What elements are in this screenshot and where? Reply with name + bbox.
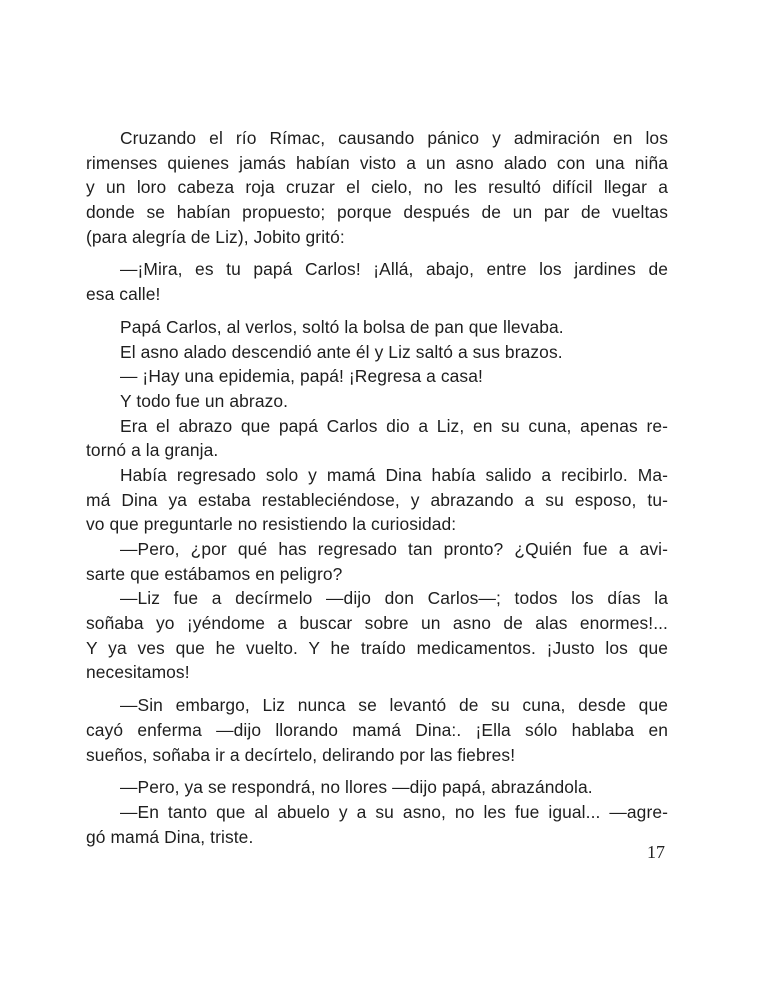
- text-line: cayó enferma —dijo llorando mamá Dina:. ¡Ella sólo hablaba en: [86, 719, 668, 740]
- text-line: —En tanto que al abuelo y a su asno, no les fue igual... —agre-: [120, 801, 668, 822]
- text-line: soñaba yo ¡yéndome a buscar sobre un asno de alas enormes!...: [86, 613, 668, 634]
- text-line: esa calle!: [86, 284, 161, 305]
- text-line: rimenses quienes jamás habían visto a un asno alado con una niña: [86, 152, 668, 173]
- text-line: —Pero, ¿por qué has regresado tan pronto? ¿Quién fue a avi-: [120, 539, 668, 559]
- text-line: Y todo fue un abrazo.: [120, 390, 289, 411]
- text-line: —¡Mira, es tu papá Carlos! ¡Allá, abajo, entre los jardines de: [120, 259, 668, 280]
- page-number: 17: [647, 842, 665, 862]
- text-line: — ¡Hay una epidemia, papá! ¡Regresa a casa!: [120, 366, 483, 387]
- text-line: Papá Carlos, al verlos, soltó la bolsa de pan que llevaba.: [120, 316, 564, 337]
- text-line: donde se habían propuesto; porque después de un par de vueltas: [86, 202, 668, 223]
- text-line: Y ya ves que he vuelto. Y he traído medicamentos. ¡Justo los que: [86, 637, 668, 658]
- text-line: sarte que estábamos en peligro?: [86, 563, 343, 584]
- text-line: —Liz fue a decírmelo —dijo don Carlos—; todos los días la: [120, 588, 668, 609]
- text-line: Cruzando el río Rímac, causando pánico y admiración en los: [120, 128, 668, 148]
- text-line: gó mamá Dina, triste.: [86, 826, 254, 847]
- text-line: sueños, soñaba ir a decírtelo, delirando por las fiebres!: [86, 744, 516, 765]
- text-line: Era el abrazo que papá Carlos dio a Liz, en su cuna, apenas re-: [120, 415, 668, 436]
- body-text: [86, 126, 668, 849]
- text-line: (para alegría de Liz), Jobito gritó:: [86, 226, 345, 247]
- text-line: Había regresado solo y mamá Dina había salido a recibirlo. Ma-: [120, 464, 668, 485]
- text-line: má Dina ya estaba restableciéndose, y abrazando a su esposo, tu-: [86, 489, 668, 510]
- text-line: vo que preguntarle no resistiendo la curiosidad:: [86, 514, 457, 535]
- text-line: El asno alado descendió ante él y Liz saltó a sus brazos.: [120, 341, 563, 362]
- text-line: y un loro cabeza roja cruzar el cielo, no les resultó difícil llegar a: [86, 177, 668, 198]
- text-line: —Sin embargo, Liz nunca se levantó de su cuna, desde que: [120, 695, 668, 716]
- text-line: —Pero, ya se respondrá, no llores —dijo papá, abrazándola.: [120, 777, 593, 798]
- text-line: tornó a la granja.: [86, 440, 219, 461]
- text-line: necesitamos!: [86, 662, 190, 683]
